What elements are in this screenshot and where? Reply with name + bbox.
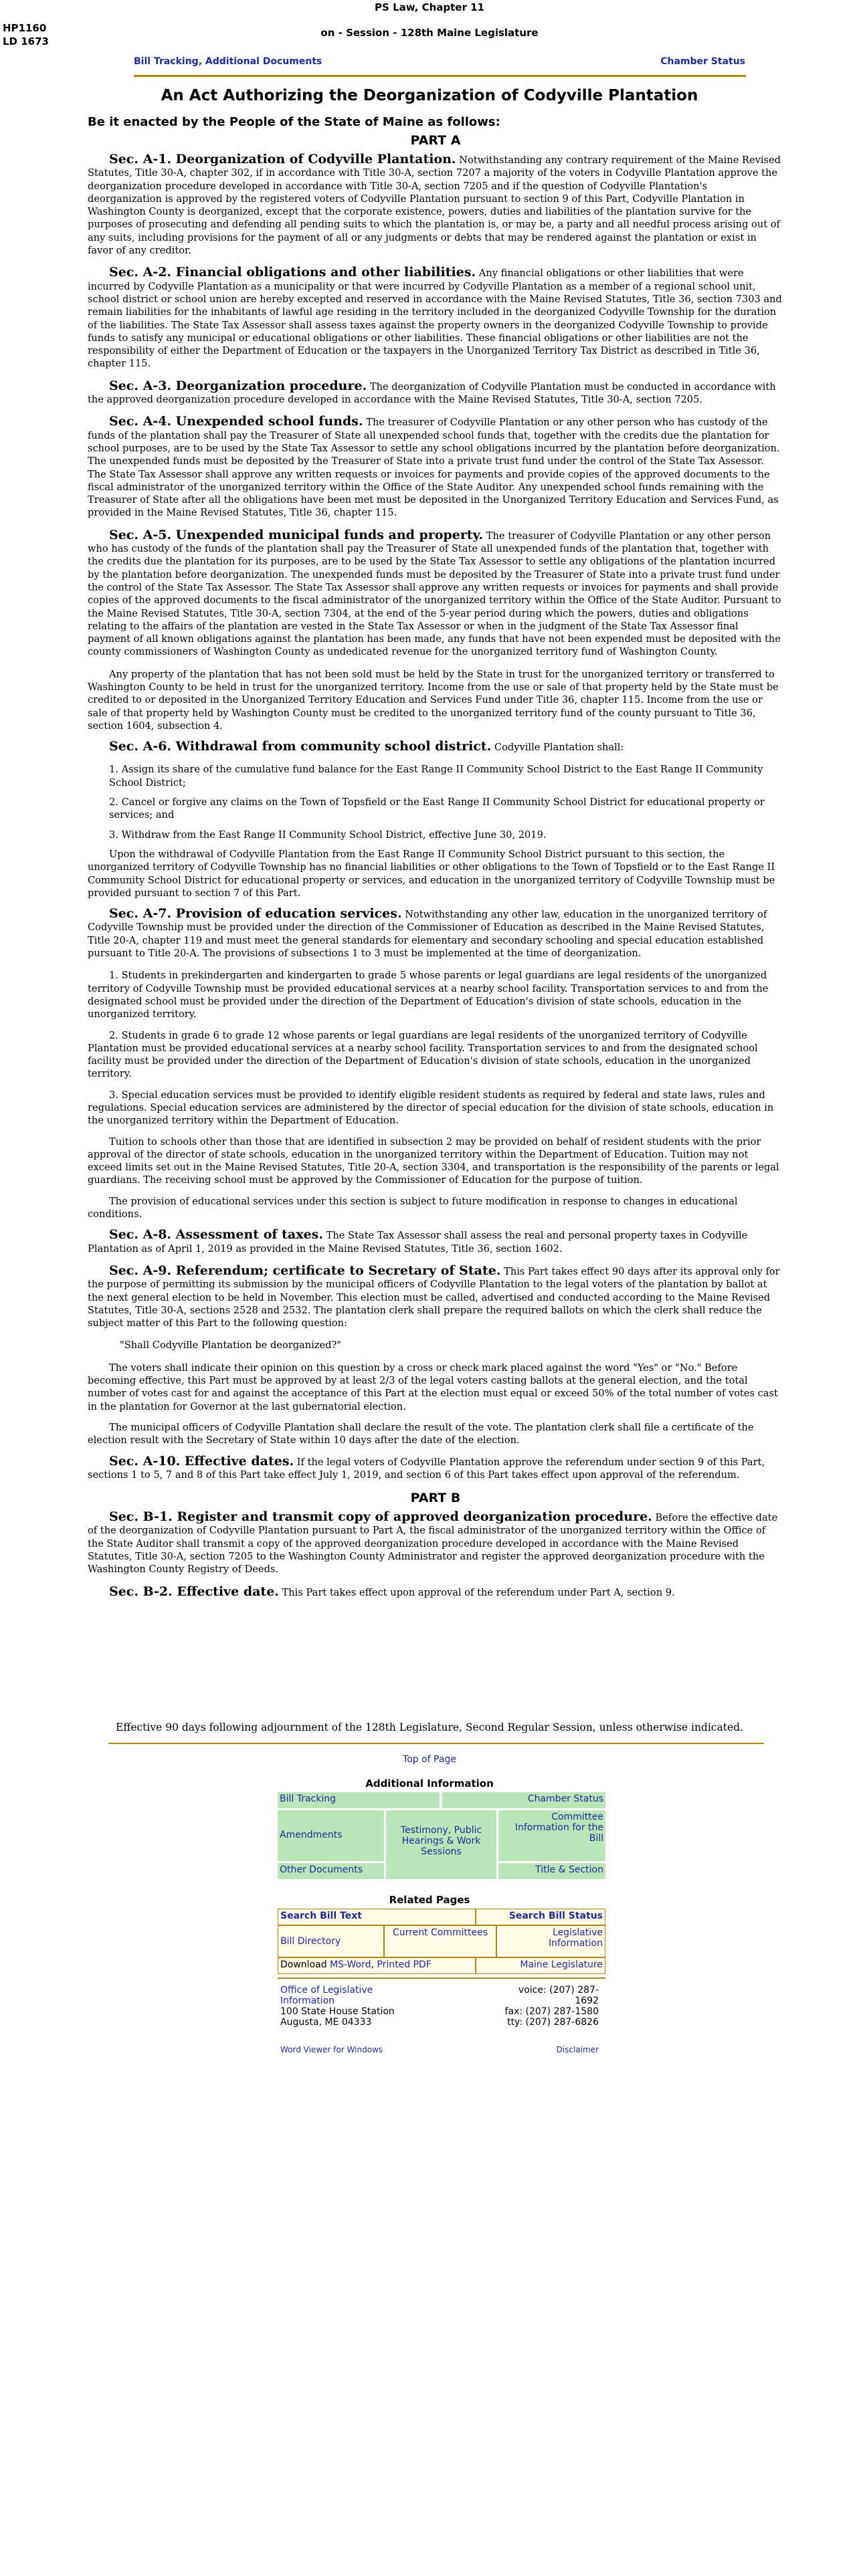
office-link[interactable]: Office of Legislative Information <box>280 1985 373 2006</box>
section-body: Notwithstanding any contrary requirement of the Maine Revised Statutes, Title 30-A, chapter 302, if in accordance with Title 30-A, section 7207 a majority of the voters in Codyville Plantation approve the deorganization procedure developed in accordance with Title 30-A, section 7205 and if the question of Codyville Plantation's deorganization is approved by the registered voters of Codyville Plantation pursuant to section 9 of this Part, Codyville Plantation in Washington County is deorganized, except that the corporate existence, powers, duties and liabilities of the plantation survive for the purposes of prosecuting and defending all pending suits to which the plantation is, or may be, a party and all needful process arising out of any suits, including provisions for the payment of all or any judgments or debts that may be rendered against the plantation or exist in favor of any creditor. <box>88 154 781 257</box>
search-bill-status-link[interactable]: Search Bill Status <box>476 1909 605 1925</box>
voice-number: voice: (207) 287- 1692 <box>518 1985 599 2006</box>
section-a8 <box>88 1228 783 1255</box>
section-a9-paragraph-3: The municipal officers of Codyville Plantation shall declare the result of the vote. The plantation clerk shall file a certificate of the election result with the Secretary of State within 10 days after the date of the election. <box>88 1421 754 1446</box>
other-documents-cell[interactable]: Other Documents <box>278 1863 384 1879</box>
law-chapter: PS Law, Chapter 11 <box>375 1 484 13</box>
section-heading: Sec. A-3. Deorganization procedure. <box>109 378 367 393</box>
enacting-clause: Be it enacted by the People of the State of Maine as follows: <box>88 115 500 129</box>
section-body: The deorganization of Codyville Plantation must be conducted in accordance with the approved deorganization procedure developed in accordance with the Maine Revised Statutes, Title 30-A, section 7205. <box>88 381 776 406</box>
act-title: An Act Authorizing the Deorganization of Codyville Plantation <box>161 87 698 104</box>
session-label: on - Session - 128th Maine Legislature <box>320 27 539 39</box>
word-viewer-link[interactable]: Word Viewer for Windows <box>280 2045 383 2054</box>
address-line: 100 State House Station <box>280 2006 395 2017</box>
section-body: The State Tax Assessor shall assess the real and personal property taxes in Codyville Plantation as of April 1, 2019 as provided in the Maine Revised Statutes, Title 36, section 1602. <box>88 1230 748 1255</box>
section-heading: Sec. B-1. Register and transmit copy of approved deorganization procedure. <box>109 1509 652 1525</box>
ms-word-link[interactable]: MS-Word <box>330 1959 371 1970</box>
part-b-heading: PART B <box>410 1491 461 1506</box>
title-section-cell[interactable]: Title & Section <box>498 1863 605 1879</box>
section-body: This Part takes effect upon approval of the referendum under Part A, section 9. <box>278 1586 675 1598</box>
bill-directory-link[interactable]: Bill Directory <box>278 1925 384 1957</box>
related-pages-title: Related Pages <box>389 1894 470 1906</box>
bill-number: HP1160 <box>3 22 47 34</box>
section-a5 <box>88 529 783 659</box>
section-a6-paragraph-2: Upon the withdrawal of Codyville Plantation from the East Range II Community School District pursuant to this section, the unorganized territory of Codyville Township has no financial liabilities or other obligations to the Town of Topsfield or to the East Range II Community School District for educational property or services, and education in the unorganized territory of Codyville Township must be provided pursuant to section 7 of this Part. <box>88 848 775 899</box>
bill-tracking-link[interactable]: Bill Tracking, Additional Documents <box>134 56 322 67</box>
section-heading: Sec. A-6. Withdrawal from community school district. <box>109 739 492 754</box>
bill-text <box>88 115 783 1608</box>
section-body: Any financial obligations or other liabilities that were incurred by Codyville Plantation as a municipality or that were incurred by Codyville Plantation as a member of a regional school unit, school district or school union are hereby excepted and reserved in accordance with the Maine Revised Statutes, Title 36, section 7303 and remain liabilities for the inhabitants of lawful age residing in the territory included in the deorganized Codyville Township for the duration of the liabilities. The State Tax Assessor shall assess taxes against the property owners in the deorganized Codyville Township to provide funds to satisfy any municipal or educational obligations or other liabilities. These financial obligations or other liabilities are not the responsibility of either the Department of Education or the taxpayers in the Unorganized Territory Tax District as described in Title 36, chapter 115. <box>88 267 782 370</box>
section-a9 <box>88 1265 783 1329</box>
download-row: Download MS-Word, Printed PDF <box>278 1957 476 1974</box>
section-a6 <box>88 740 783 754</box>
search-bill-text-link[interactable]: Search Bill Text <box>278 1909 476 1925</box>
current-committees-link[interactable]: Current Committees <box>384 1925 496 1957</box>
address-line: Augusta, ME 04333 <box>280 2017 372 2028</box>
chamber-status-link[interactable]: Chamber Status <box>660 56 745 67</box>
section-body: The treasurer of Codyville Plantation or any other person who has custody of the funds of the plantation shall pay the Treasurer of State all unexpended funds of the plantation that, together with the credits due the plantation for its purposes, are to be used by the State Tax Assessor to settle any obligations of the plantation incurred by the plantation before deorganization. The unexpended funds must be deposited by the Treasurer of State into a private trust fund under the control of the State Tax Assessor. The State Tax Assessor shall approve any written requests or invoices for payments and shall provide copies of the approved documents to the fiscal administrator of the unorganized territory within the Office of the State Auditor. Pursuant to the Maine Revised Statutes, Title 30-A, section 7304, at the end of the 5-year period during which the powers, duties and obligations relating to the affairs of the plantation are vested in the State Tax Assessor or when in the judgment of the State Tax Assessor final payment of all known obligations against the plantation has been made, any funds that have not been expended must be deposited with the county commissioners of Washington County as undedicated revenue for the unorganized territory fund of Washington County. <box>88 530 781 658</box>
office-info <box>280 1985 434 2028</box>
section-a3 <box>88 380 783 407</box>
section-a5-paragraph-2: Any property of the plantation that has not been sold must be held by the State in trust for the unorganized territory or transferred to Washington County to be held in trust for the unorganized territory. Income from the use or sale of that property held by the State must be credited to or deposited in the Unorganized Territory Education and Services Fund under Title 36, chapter 115. Income from the use or sale of that property held by Washington County must be credited to the unorganized territory fund of the county pursuant to Title 36, section 1604, subsection 4. <box>88 668 779 732</box>
related-divider <box>278 1977 605 1979</box>
additional-info-title: Additional Information <box>365 1778 494 1790</box>
download-label: Download <box>280 1959 327 1970</box>
section-a2 <box>88 266 783 370</box>
section-body: Codyville Plantation shall: <box>491 742 624 754</box>
amendments-cell[interactable]: Amendments <box>278 1810 384 1861</box>
maine-legislature-link[interactable]: Maine Legislature <box>476 1957 605 1974</box>
section-a7 <box>88 907 783 960</box>
section-heading: Sec. A-7. Provision of education services. <box>109 906 402 922</box>
section-heading: Sec. A-8. Assessment of taxes. <box>109 1227 323 1243</box>
section-b2 <box>88 1586 783 1599</box>
committee-info-cell[interactable]: Committee Information for the Bill <box>498 1810 605 1861</box>
footer-divider <box>108 1743 764 1744</box>
section-heading: Sec. A-5. Unexpended municipal funds and property. <box>109 527 484 542</box>
section-a7-paragraph-3: The provision of educational services under this section is subject to future modification in response to changes in educational conditions. <box>88 1195 738 1220</box>
part-a-heading: PART A <box>410 133 461 148</box>
section-body: Notwithstanding any other law, education in the unorganized territory of Codyville Township must be provided under the direction of the Commissioner of Education as described in the Maine Revised Statutes, Title 20-A, chapter 119 and must meet the general standards for elementary and secondary schooling and special education established pursuant to Title 20-A. The provisions of subsections 1 to 3 must be implemented at the time of deorganization. <box>88 909 767 960</box>
ld-number: LD 1673 <box>3 35 49 47</box>
section-body: Before the effective date of the deorganization of Codyville Plantation pursuant to Part A, the fiscal administrator of the unorganized territory within the Office of the State Auditor shall transmit a copy of the approved deorganization procedure developed in accordance with the Maine Revised Statutes, Title 30-A, section 7205 to the Washington County Administrator and register the approved deorganization procedure with the Washington County Registry of Deeds. <box>88 1512 778 1576</box>
section-heading: Sec. A-4. Unexpended school funds. <box>109 414 363 429</box>
section-heading: Sec. A-9. Referendum; certificate to Secretary of State. <box>109 1263 501 1278</box>
effective-note: Effective 90 days following adjournment of the 128th Legislature, Second Regular Session, unless otherwise indicated. <box>116 1721 743 1733</box>
list-item: 3. Withdraw from the East Range II Community School District, effective June 30, 2019. <box>109 829 547 841</box>
list-item: 2. Cancel or forgive any claims on the Town of Topsfield or the East Range II Community School District for educational property or services; and <box>109 796 765 821</box>
list-item: 3. Special education services must be provided to identify eligible resident students as required by federal and state laws, rules and regulations. Special education services are administered by the director of special education for the division of state schools, education in the unorganized territory within the Department of Education. <box>88 1089 774 1127</box>
fax-number: fax: (207) 287-1580 <box>504 2006 599 2017</box>
section-heading: Sec. A-10. Effective dates. <box>109 1453 294 1469</box>
list-item: 1. Assign its share of the cumulative fund balance for the East Range II Community School District to the East Range II Community School District; <box>109 764 763 788</box>
section-heading: Sec. B-2. Effective date. <box>109 1584 279 1599</box>
top-of-page-link[interactable]: Top of Page <box>403 1754 456 1765</box>
contact-info <box>462 1985 599 2028</box>
section-b1 <box>88 1511 783 1576</box>
list-item: 2. Students in grade 6 to grade 12 whose parents or legal guardians are legal residents of the unorganized territory of Codyville Plantation must be provided educational services at a nearby school facility. Transportation services to and from the designated school facility must be provided under the direction of the Department of Education's division of state schools, education in the unorganized territory. <box>88 1029 758 1080</box>
list-item: 1. Students in prekindergarten and kindergarten to grade 5 whose parents or legal guardians are legal residents of the unorganized territory of Codyville Township must be provided educational services at a nearby school facility. Transportation services to and from the designated school must be provided under the direction of the Department of Education's division of state schools, education in the unorganized territory. <box>88 970 769 1021</box>
section-body: The treasurer of Codyville Plantation or any other person who has custody of the funds of the plantation shall pay the Treasurer of State all unexpended school funds that, together with the credits due the plantation for school purposes, are to be used by the State Tax Assessor to settle any school obligations incurred by the plantation before deorganization. The unexpended funds must be deposited by the Treasurer of State into a private trust fund under the control of the State Tax Assessor. The State Tax Assessor shall approve any written requests or invoices for payments and provide copies of the approved documents to the fiscal administrator of the unorganized territory within the Office of the State Auditor. Any unexpended school funds remaining with the Treasurer of State after all the obligations have been met must be deposited in the Unorganized Territory Education and Services Fund, as provided in the Maine Revised Statutes, Title 36, chapter 115. <box>88 417 780 519</box>
tty-number: tty: (207) 287-6826 <box>507 2017 599 2028</box>
testimony-cell[interactable]: Testimony, Public Hearings & Work Sessions <box>386 1810 496 1879</box>
section-a1 <box>88 153 783 257</box>
header-divider <box>134 75 746 77</box>
printed-pdf-link[interactable]: Printed PDF <box>377 1959 432 1970</box>
section-a4 <box>88 415 783 519</box>
section-heading: Sec. A-1. Deorganization of Codyville Plantation. <box>109 152 456 167</box>
section-heading: Sec. A-2. Financial obligations and other liabilities. <box>109 265 476 280</box>
bill-tracking-cell[interactable]: Bill Tracking <box>278 1792 440 1808</box>
section-body: If the legal voters of Codyville Plantation approve the referendum under section 9 of this Part, sections 1 to 5, 7 and 8 of this Part take effect July 1, 2019, and section 6 of this Part takes effect upon approval of the referendum. <box>88 1456 765 1481</box>
section-a10 <box>88 1455 783 1482</box>
ballot-question: "Shall Codyville Plantation be deorganized?" <box>120 1339 342 1352</box>
section-a7-paragraph-2: Tuition to schools other than those that are identified in subsection 2 may be provided on behalf of resident students with the prior approval of the director of state schools, education in the unorganized territory within the Department of Education. Tuition may not exceed limits set out in the Maine Revised Statutes, Title 20-A, section 3304, and transportation is the responsibility of the parents or legal guardians. The receiving school must be approved by the Commissioner of Education for the purpose of tuition. <box>88 1136 779 1186</box>
section-a9-paragraph-2: The voters shall indicate their opinion on this question by a cross or check mark placed against the word "Yes" or "No." Before becoming effective, this Part must be approved by at least 2/3 of the legal voters casting ballots at the general election, and the total number of votes cast for and against the acceptance of this Part at the election must equal or exceed 50% of the total number of votes cast in the plantation for Governor at the last gubernatorial election. <box>88 1362 778 1412</box>
chamber-status-cell[interactable]: Chamber Status <box>442 1792 605 1808</box>
legislative-information-link[interactable]: Legislative Information <box>496 1925 605 1957</box>
top-links <box>134 56 745 67</box>
disclaimer-link[interactable]: Disclaimer <box>556 2045 599 2054</box>
section-body: This Part takes effect 90 days after its approval only for the purpose of permitting its submission by the municipal officers of Codyville Plantation to the legal voters of the plantation by ballot at the next general election to be held in November. This election must be called, advertised and conducted according to the Maine Revised Statutes, Title 30-A, sections 2528 and 2532. The plantation clerk shall prepare the required ballots on which the clerk shall reduce the subject matter of this Part to the following question: <box>88 1265 780 1329</box>
